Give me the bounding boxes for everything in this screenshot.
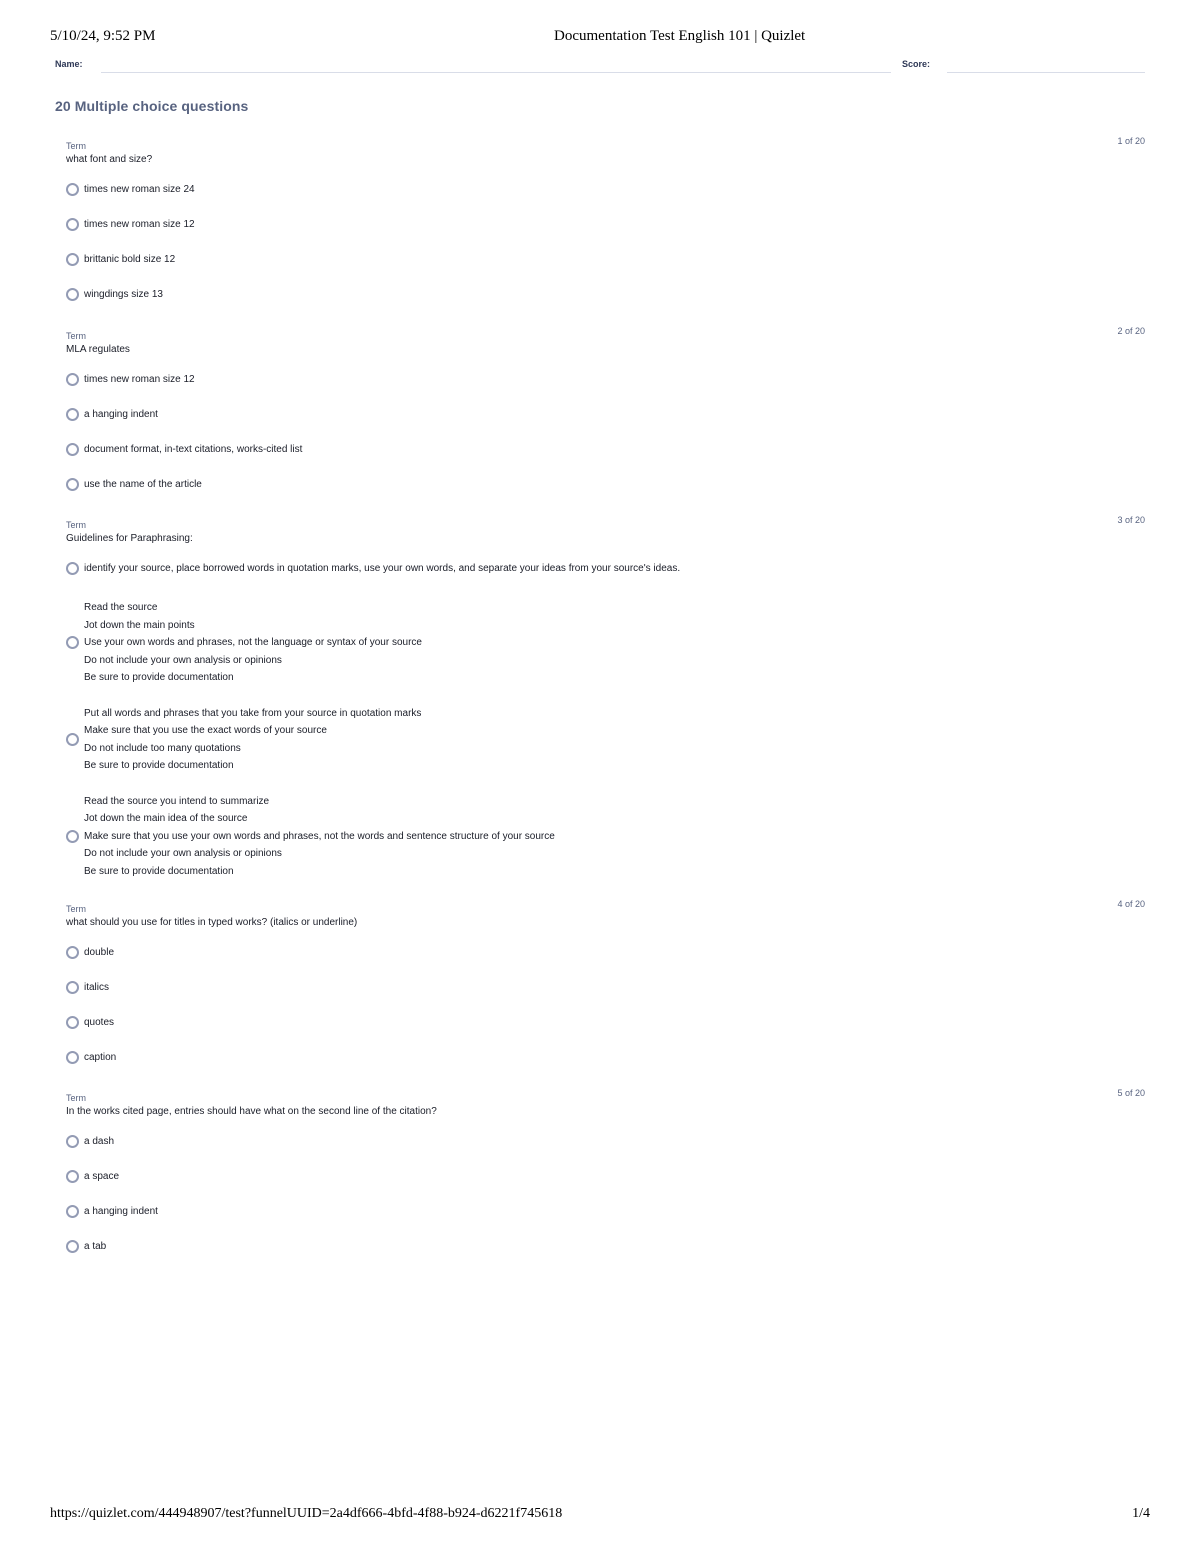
answer-option[interactable] <box>66 784 1145 890</box>
answer-option-line: Jot down the main idea of the source <box>84 813 248 824</box>
radio-circle-icon[interactable] <box>66 733 79 746</box>
answer-option-text <box>84 1169 119 1184</box>
radio-circle-icon[interactable] <box>66 478 79 491</box>
answer-options <box>66 555 1145 889</box>
term-label: Term <box>66 520 86 530</box>
radio-circle-icon[interactable] <box>66 1170 79 1183</box>
answer-option[interactable] <box>66 1198 1145 1233</box>
answer-option[interactable] <box>66 555 1145 590</box>
question <box>66 899 1145 1079</box>
answer-option[interactable] <box>66 1044 1145 1079</box>
answer-option-line: Use your own words and phrases, not the language or syntax of your source <box>84 637 422 648</box>
answer-option-line: Read the source you intend to summarize <box>84 795 270 807</box>
answer-option-line: brittanic bold size 12 <box>84 254 176 265</box>
radio-circle-icon[interactable] <box>66 1016 79 1029</box>
answer-option-line: caption <box>84 1052 117 1063</box>
answer-option-line: Be sure to provide documentation <box>84 672 234 683</box>
answer-option[interactable] <box>66 471 1145 506</box>
radio-circle-icon[interactable] <box>66 218 79 231</box>
radio-circle-icon[interactable] <box>66 830 79 843</box>
question <box>66 1088 1145 1268</box>
question-counter: 2 of 20 <box>1117 326 1145 336</box>
answer-option[interactable] <box>66 1009 1145 1044</box>
question-header <box>66 1088 1145 1106</box>
question <box>66 326 1145 506</box>
answer-option-line: double <box>84 947 115 958</box>
question-counter: 4 of 20 <box>1117 899 1145 909</box>
print-header <box>50 28 1150 48</box>
radio-circle-icon[interactable] <box>66 946 79 959</box>
answer-option[interactable] <box>66 281 1145 316</box>
radio-circle-icon[interactable] <box>66 562 79 575</box>
score-field[interactable] <box>947 72 1145 73</box>
question-header <box>66 515 1145 533</box>
answer-options <box>66 939 1145 1079</box>
answer-option-text <box>84 1239 106 1254</box>
question-header <box>66 899 1145 917</box>
section-heading: 20 Multiple choice questions <box>55 98 249 114</box>
question-header <box>66 136 1145 154</box>
question-counter: 5 of 20 <box>1117 1088 1145 1098</box>
print-page-title: Documentation Test English 101 | Quizlet <box>554 28 806 44</box>
radio-circle-icon[interactable] <box>66 183 79 196</box>
answer-option-text <box>84 442 302 457</box>
answer-option-line: wingdings size 13 <box>84 289 163 300</box>
answer-option-text <box>84 182 195 197</box>
question <box>66 136 1145 316</box>
answer-option[interactable] <box>66 590 1145 696</box>
question-counter: 1 of 20 <box>1117 136 1145 146</box>
answer-option-line: Put all words and phrases that you take from your source in quotation marks <box>84 707 422 719</box>
answer-options <box>66 366 1145 506</box>
print-url: https://quizlet.com/444948907/test?funnelUUID=2a4df666-4bfd-4f88-b924-d6221f745618 <box>50 1506 563 1521</box>
answer-option-line: a tab <box>84 1241 107 1252</box>
radio-circle-icon[interactable] <box>66 288 79 301</box>
question-prompt: MLA regulates <box>66 344 130 355</box>
answer-options <box>66 176 1145 316</box>
name-label: Name: <box>55 59 83 69</box>
print-footer <box>50 1506 1150 1526</box>
answer-option-text <box>84 705 421 775</box>
question-prompt: Guidelines for Paraphrasing: <box>66 533 193 544</box>
answer-option-line: Do not include your own analysis or opinions <box>84 654 282 666</box>
answer-option-line: Read the source <box>84 602 158 613</box>
radio-circle-icon[interactable] <box>66 1205 79 1218</box>
answer-option-text <box>84 561 680 576</box>
answer-option-line: Make sure that you use the exact words of your source <box>84 725 327 736</box>
name-field[interactable] <box>101 72 891 73</box>
answer-option[interactable] <box>66 436 1145 471</box>
term-label: Term <box>66 141 86 151</box>
answer-option[interactable] <box>66 974 1145 1009</box>
answer-option-line: a hanging indent <box>84 1206 158 1217</box>
answer-option[interactable] <box>66 401 1145 436</box>
answer-option-line: Do not include too many quotations <box>84 742 241 754</box>
question <box>66 515 1145 889</box>
answer-option-text <box>84 793 555 881</box>
answer-option-text <box>84 372 195 387</box>
answer-option[interactable] <box>66 366 1145 401</box>
radio-circle-icon[interactable] <box>66 1135 79 1148</box>
answer-option-line: use the name of the article <box>84 479 202 490</box>
answer-option-line: Make sure that you use your own words and phrases, not the words and sentence structure of your source <box>84 830 555 842</box>
term-label: Term <box>66 904 86 914</box>
answer-option-line: Do not include your own analysis or opinions <box>84 848 282 859</box>
answer-option-text <box>84 1204 158 1219</box>
radio-circle-icon[interactable] <box>66 636 79 649</box>
answer-option-line: times new roman size 24 <box>84 184 195 195</box>
question-prompt: what should you use for titles in typed works? (italics or underline) <box>66 917 358 928</box>
answer-option-text <box>84 945 114 960</box>
answer-option[interactable] <box>66 211 1145 246</box>
answer-option[interactable] <box>66 1163 1145 1198</box>
radio-circle-icon[interactable] <box>66 981 79 994</box>
radio-circle-icon[interactable] <box>66 1051 79 1064</box>
answer-option[interactable] <box>66 696 1145 784</box>
question-counter: 3 of 20 <box>1117 515 1145 525</box>
answer-option-text <box>84 217 195 232</box>
answer-option-line: a dash <box>84 1136 115 1147</box>
answer-option-line: a hanging indent <box>84 409 158 420</box>
answer-option-text <box>84 477 202 492</box>
answer-option[interactable] <box>66 176 1145 211</box>
radio-circle-icon[interactable] <box>66 443 79 456</box>
answer-option-line: times new roman size 12 <box>84 219 195 230</box>
answer-option-text <box>84 599 422 687</box>
answer-option-line: italics <box>84 982 110 993</box>
print-datetime: 5/10/24, 9:52 PM <box>50 28 156 44</box>
answer-options <box>66 1128 1145 1268</box>
term-label: Term <box>66 331 86 341</box>
radio-circle-icon[interactable] <box>66 1240 79 1253</box>
answer-option-text <box>84 1015 114 1030</box>
score-label: Score: <box>902 59 931 69</box>
answer-option-text <box>84 1050 116 1065</box>
question-header <box>66 326 1145 344</box>
answer-option-line: identify your source, place borrowed words in quotation marks, use your own words, and separate your ideas from your source's ideas. <box>84 563 681 574</box>
answer-option-line: document format, in-text citations, works-cited list <box>84 444 303 455</box>
name-score-row <box>55 57 1145 75</box>
question-prompt: what font and size? <box>66 154 153 165</box>
question-prompt: In the works cited page, entries should have what on the second line of the citation? <box>66 1106 437 1117</box>
answer-option-line: a space <box>84 1171 120 1182</box>
answer-option[interactable] <box>66 1233 1145 1268</box>
answer-option-line: Be sure to provide documentation <box>84 865 234 877</box>
term-label: Term <box>66 1093 86 1103</box>
radio-circle-icon[interactable] <box>66 408 79 421</box>
answer-option-line: times new roman size 12 <box>84 374 195 385</box>
answer-option[interactable] <box>66 246 1145 281</box>
radio-circle-icon[interactable] <box>66 253 79 266</box>
answer-option-text <box>84 407 158 422</box>
answer-option-line: Be sure to provide documentation <box>84 760 234 771</box>
answer-option-text <box>84 980 109 995</box>
print-page-number: 1/4 <box>1132 1506 1150 1521</box>
radio-circle-icon[interactable] <box>66 373 79 386</box>
answer-option-line: quotes <box>84 1017 115 1028</box>
answer-option-text <box>84 1134 114 1149</box>
answer-option-text <box>84 252 175 267</box>
answer-option[interactable] <box>66 939 1145 974</box>
answer-option[interactable] <box>66 1128 1145 1163</box>
answer-option-line: Jot down the main points <box>84 619 195 631</box>
answer-option-text <box>84 287 163 302</box>
